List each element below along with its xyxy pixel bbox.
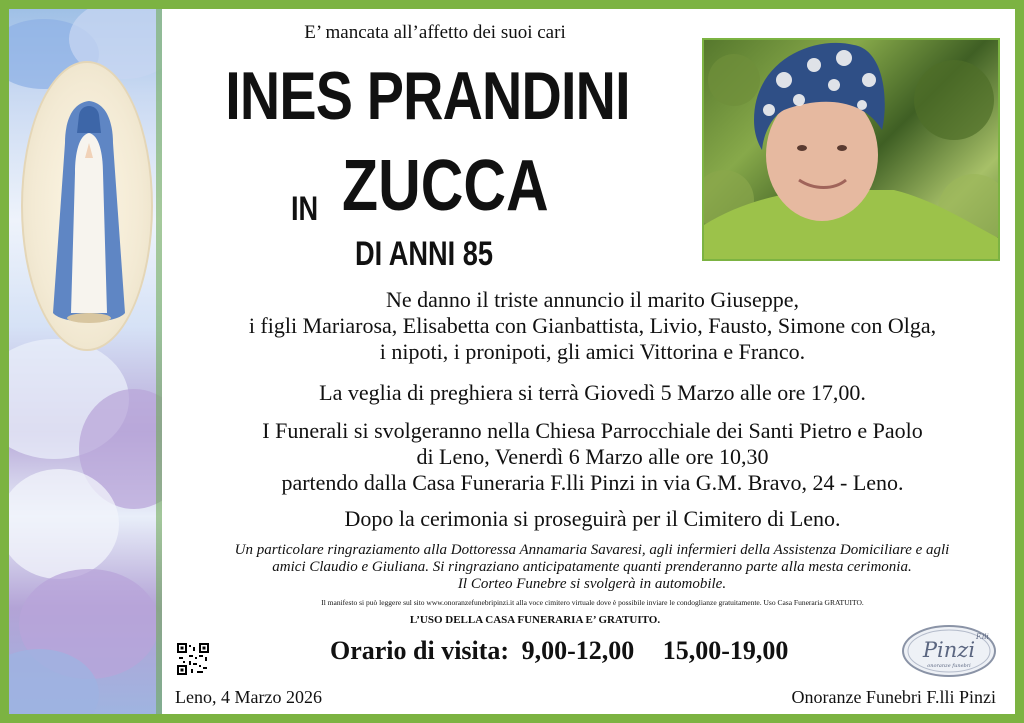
logo-small-top: F.lli xyxy=(976,633,989,641)
floral-side-panel xyxy=(9,9,162,714)
intro-line: E’ mancata all’affetto dei suoi cari xyxy=(304,22,566,43)
funeral-line: I Funerali si svolgeranno nella Chiesa Parrocchiale dei Santi Pietro e Paolo xyxy=(262,418,923,443)
logo-small-bottom: onoranze funebri xyxy=(927,663,971,669)
announcement-line: i figli Mariarosa, Elisabetta con Gianbattista, Livio, Fausto, Simone con Olga, xyxy=(248,313,937,338)
visiting-hours xyxy=(330,636,788,666)
married-surname: ZUCCA xyxy=(342,146,549,226)
visiting-morning: 9,00-12,00 xyxy=(521,636,635,665)
thanks-line: amici Claudio e Giuliana. Si ringraziano anticipatamente quanti prenderanno parte alla mesta cerimonia. xyxy=(272,559,912,575)
pinzi-logo xyxy=(900,623,998,679)
funeral-line: partendo dalla Casa Funeraria F.lli Pinzi in via G.M. Bravo, 24 - Leno. xyxy=(281,470,904,495)
agency-name: Onoranze Funebri F.lli Pinzi xyxy=(791,687,996,707)
funeral-block xyxy=(175,418,1010,496)
website-note: Il manifesto si può leggere sul sito www.onoranzefunebripinzi.it alla voce cimitero virtuale dove è possibile inviare le condoglianze gratuitamente. Uso Casa Funeraria GRATUITO. xyxy=(321,598,864,607)
place-date: Leno, 4 Marzo 2026 xyxy=(175,687,322,707)
vigil-line: La veglia di preghiera si terrà Giovedì 5 Marzo alle ore 17,00. xyxy=(319,380,866,405)
qr-code-icon[interactable] xyxy=(177,643,209,675)
married-prefix: IN xyxy=(291,190,319,228)
free-use-note: L’USO DELLA CASA FUNERARIA E’ GRATUITO. xyxy=(409,614,661,626)
thanks-block xyxy=(172,542,1012,593)
cemetery-line: Dopo la cerimonia si proseguirà per il Cimitero di Leno. xyxy=(344,506,841,531)
deceased-name: INES PRANDINI xyxy=(225,58,630,134)
announcement-line: i nipoti, i pronipoti, gli amici Vittorina e Franco. xyxy=(379,339,806,364)
flower-decoration xyxy=(9,469,119,579)
leaf-edge xyxy=(156,9,162,714)
visiting-afternoon: 15,00-19,00 xyxy=(662,636,789,665)
madonna-image xyxy=(21,61,153,351)
announcement-block xyxy=(175,287,1010,365)
portrait-photo xyxy=(702,38,1000,261)
age-line: DI ANNI 85 xyxy=(355,235,494,273)
logo-word: Pinzi xyxy=(922,638,976,662)
announcement-line: Ne danno il triste annuncio il marito Giuseppe, xyxy=(385,287,799,312)
funeral-line: di Leno, Venerdì 6 Marzo alle ore 10,30 xyxy=(416,444,769,469)
thanks-line: Il Corteo Funebre si svolgerà in automobile. xyxy=(457,576,727,592)
thanks-line: Un particolare ringraziamento alla Dottoressa Annamaria Savaresi, agli infermieri della Assistenza Domiciliare e agli xyxy=(234,542,950,558)
visiting-label: Orario di visita: xyxy=(330,636,510,665)
